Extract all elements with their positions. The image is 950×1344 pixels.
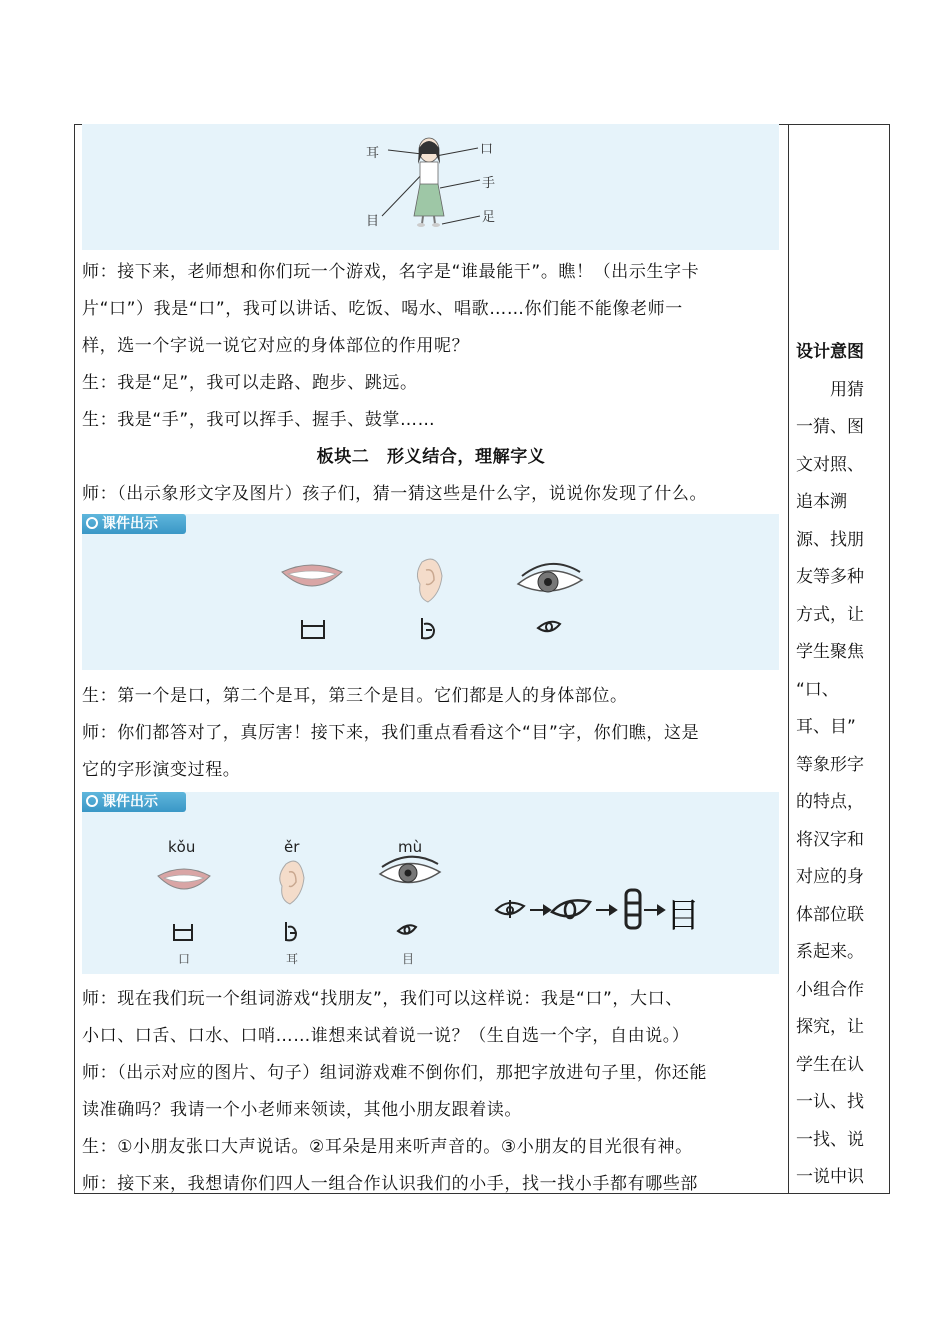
side-line: 的特点， bbox=[796, 792, 864, 812]
paragraph: 读准确吗？我请一个小老师来领读，其他小朋友跟着读。 bbox=[82, 1100, 522, 1120]
paragraph: 生：我是“足”，我可以走路、跑步、跳远。 bbox=[82, 373, 418, 393]
mouth-icon bbox=[158, 869, 210, 889]
label-mouth: 口 bbox=[480, 142, 494, 157]
side-line: 探究，让 bbox=[796, 1017, 864, 1037]
modern-eye-char: 目 bbox=[666, 896, 700, 936]
side-line: 系起来。 bbox=[796, 942, 864, 962]
section-heading: 板块二 形义结合，理解字义 bbox=[316, 447, 546, 467]
paragraph: 小口、口舌、口水、口哨……谁想来试着说一说？（生自选一个字，自由说。） bbox=[82, 1026, 690, 1046]
ancient-mouth-glyph bbox=[302, 620, 324, 638]
side-line: 耳、目” bbox=[796, 717, 856, 737]
evolution-illustrations bbox=[82, 792, 779, 974]
eye-icon bbox=[518, 564, 582, 592]
side-line: 将汉字和 bbox=[796, 829, 864, 850]
label-ear: 耳 bbox=[366, 146, 380, 161]
side-line: 用猜 bbox=[830, 379, 864, 400]
courseware-tag-label: 课件出示 bbox=[102, 794, 158, 810]
caption-kou: 口 bbox=[178, 952, 191, 966]
paragraph: 它的字形演变过程。 bbox=[82, 760, 241, 780]
evolution-sequence bbox=[496, 890, 664, 928]
side-line: 方式，让 bbox=[796, 604, 864, 625]
pinyin-mu: mù bbox=[398, 838, 423, 856]
side-line: “口、 bbox=[796, 679, 839, 700]
paragraph: 师：（出示对应的图片、句子）组词游戏难不倒你们，那把字放进句子里，你还能 bbox=[82, 1063, 708, 1083]
side-line: 一说中识 bbox=[796, 1167, 864, 1187]
side-line: 追本溯 bbox=[796, 492, 847, 512]
courseware-panel-pictographs bbox=[82, 514, 779, 670]
side-line: 一认、找 bbox=[796, 1092, 864, 1112]
side-line: 文对照、 bbox=[796, 454, 864, 475]
caption-er: 耳 bbox=[286, 952, 299, 966]
courseware-tag bbox=[82, 514, 186, 534]
paragraph: 师：接下来，我想请你们四人一组合作认识我们的小手，找一找小手都有哪些部 bbox=[82, 1174, 698, 1194]
paragraph: 师：接下来，老师想和你们玩一个游戏，名字是“谁最能干”。瞧！（出示生字卡 bbox=[82, 262, 700, 282]
design-intent-column bbox=[796, 334, 880, 1197]
body-parts-figure bbox=[82, 124, 779, 250]
ear-icon bbox=[280, 861, 304, 904]
paragraph: 片“口”）我是“口”，我可以讲话、吃饭、喝水、唱歌……你们能不能像老师一 bbox=[82, 299, 683, 319]
column-divider bbox=[788, 124, 789, 1194]
ancient-ear-glyph bbox=[422, 618, 434, 638]
eye-icon bbox=[380, 857, 440, 883]
ancient-mouth-glyph bbox=[174, 924, 192, 940]
side-line: 学生在认 bbox=[796, 1054, 864, 1075]
side-line: 学生聚焦 bbox=[796, 642, 864, 662]
side-line: 等象形字 bbox=[796, 754, 864, 775]
label-eye: 目 bbox=[366, 214, 380, 229]
pictograph-illustrations bbox=[82, 514, 779, 670]
side-line: 友等多种 bbox=[796, 567, 864, 587]
ancient-ear-glyph bbox=[286, 922, 296, 940]
side-line: 一猜、图 bbox=[796, 417, 864, 437]
side-line: 体部位联 bbox=[796, 904, 864, 925]
design-intent-heading: 设计意图 bbox=[796, 342, 864, 362]
paragraph: 生：我是“手”，我可以挥手、握手、鼓掌…… bbox=[82, 410, 436, 430]
side-line: 源、找朋 bbox=[796, 529, 864, 550]
ear-icon bbox=[417, 559, 442, 602]
paragraph: 师：（出示象形文字及图片）孩子们，猜一猜这些是什么字，说说你发现了什么。 bbox=[82, 484, 708, 504]
side-line: 小组合作 bbox=[796, 979, 864, 1000]
girl-illustration bbox=[82, 124, 779, 250]
play-icon bbox=[86, 517, 98, 529]
pinyin-er: ěr bbox=[284, 838, 300, 856]
label-hand: 手 bbox=[482, 176, 496, 191]
ancient-eye-glyph bbox=[398, 925, 416, 934]
paragraph: 师：你们都答对了，真厉害！接下来，我们重点看看这个“目”字，你们瞧，这是 bbox=[82, 723, 700, 743]
courseware-panel-evolution bbox=[82, 792, 779, 974]
ancient-eye-glyph bbox=[538, 622, 560, 631]
side-line: 一找、说 bbox=[796, 1129, 864, 1150]
play-icon bbox=[86, 795, 98, 807]
paragraph: 生：第一个是口，第二个是耳，第三个是目。它们都是人的身体部位。 bbox=[82, 686, 628, 706]
side-line: 对应的身 bbox=[796, 867, 864, 887]
paragraph: 师：现在我们玩一个组词游戏“找朋友”，我们可以这样说：我是“口”，大口、 bbox=[82, 989, 683, 1009]
caption-mu: 目 bbox=[402, 952, 415, 966]
paragraph: 生：①小朋友张口大声说话。②耳朵是用来听声音的。③小朋友的目光很有神。 bbox=[82, 1137, 693, 1157]
paragraph: 样，选一个字说一说它对应的身体部位的作用呢？ bbox=[82, 336, 470, 356]
mouth-icon bbox=[282, 565, 342, 586]
pinyin-kou: kǒu bbox=[168, 838, 196, 856]
courseware-tag-label: 课件出示 bbox=[102, 516, 158, 532]
courseware-tag bbox=[82, 792, 186, 812]
label-foot: 足 bbox=[482, 210, 496, 225]
